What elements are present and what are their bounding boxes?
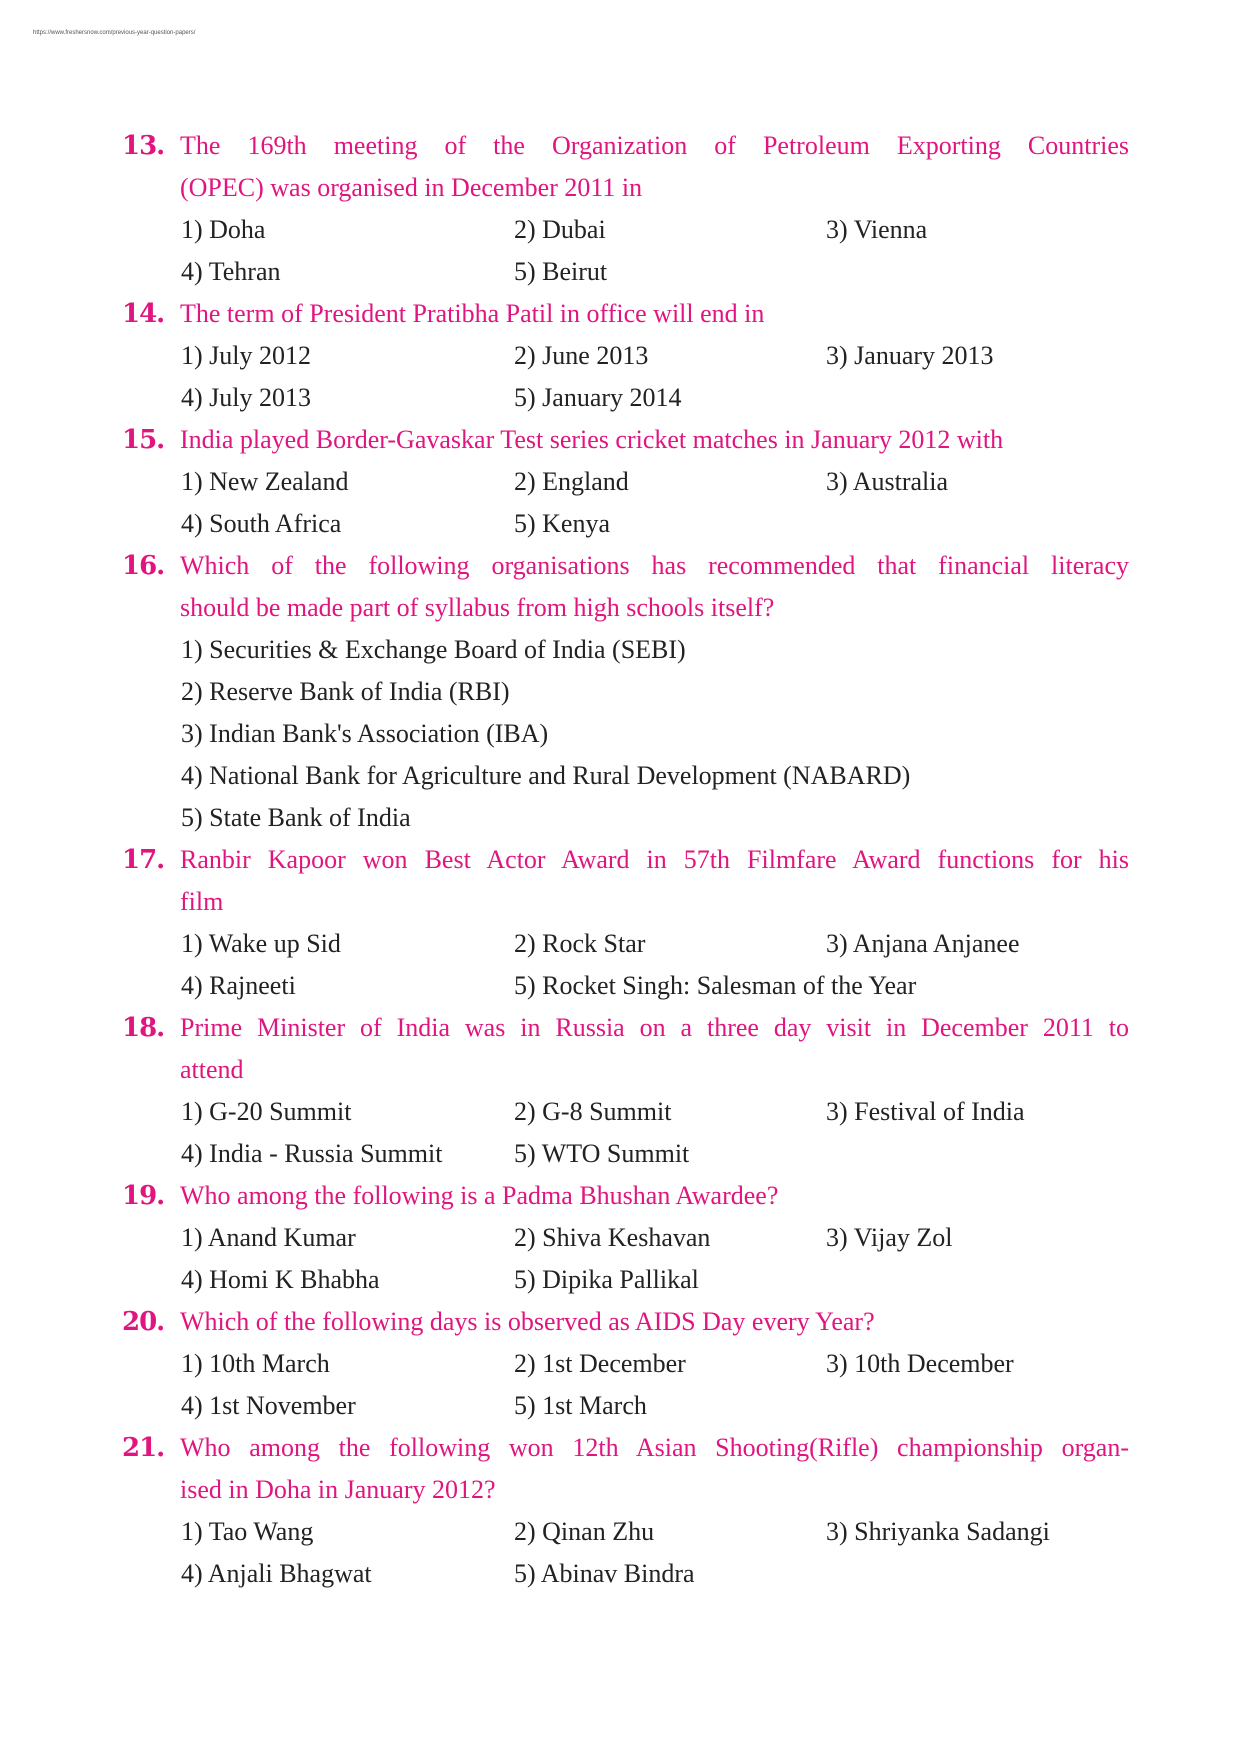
- option: 5) Beirut: [514, 257, 608, 286]
- question-text: attend: [180, 1055, 244, 1084]
- option: 3) Anjana Anjanee: [826, 929, 1020, 958]
- option: 5) January 2014: [514, 383, 682, 412]
- option: 1) Tao Wang: [181, 1517, 314, 1546]
- question-number: 13.: [122, 131, 165, 161]
- option: 4) 1st November: [181, 1391, 356, 1420]
- option: 4) Anjali Bhagwat: [181, 1559, 372, 1588]
- question-18: [0, 1007, 1240, 1175]
- question-number: 19.: [122, 1181, 165, 1211]
- question-number: 15.: [122, 425, 165, 455]
- question-number: 21.: [122, 1433, 165, 1463]
- option: 3) Indian Bank's Association (IBA): [181, 719, 549, 748]
- option: 5) Dipika Pallikal: [514, 1265, 699, 1294]
- option: 4) National Bank for Agriculture and Rural Development (NABARD): [181, 761, 911, 790]
- question-number: 16.: [122, 551, 165, 581]
- option: 4) Tehran: [181, 257, 281, 286]
- option: 2) Shiva Keshavan: [514, 1223, 711, 1252]
- source-url: https://www.freshersnow.com/previous-year-question-papers/: [33, 30, 196, 36]
- option: 2) Rock Star: [514, 929, 646, 958]
- option: 1) G-20 Summit: [181, 1097, 352, 1126]
- question-text: film: [180, 887, 224, 916]
- option: 3) Australia: [826, 467, 949, 496]
- question-text: Which of the following organisations has recommended that financial literacy: [180, 551, 1129, 580]
- option: 5) Kenya: [514, 509, 611, 538]
- option: 4) Homi K Bhabha: [181, 1265, 380, 1294]
- option: 3) Vijay Zol: [826, 1223, 953, 1252]
- question-17: [0, 839, 1240, 1007]
- question-15: [0, 419, 1240, 545]
- option: 4) India - Russia Summit: [181, 1139, 443, 1168]
- question-list: [0, 125, 1240, 1595]
- question-text: Prime Minister of India was in Russia on a three day visit in December 2011 to: [180, 1013, 1129, 1042]
- option: 5) Abinav Bindra: [514, 1559, 695, 1588]
- option: 2) June 2013: [514, 341, 649, 370]
- question-text: ised in Doha in January 2012?: [180, 1475, 496, 1504]
- question-16: [0, 545, 1240, 839]
- option: 2) Qinan Zhu: [514, 1517, 655, 1546]
- question-21: [0, 1427, 1240, 1595]
- option: 3) 10th December: [826, 1349, 1014, 1378]
- option: 3) Festival of India: [826, 1097, 1025, 1126]
- question-19: [0, 1175, 1240, 1301]
- option: 2) Reserve Bank of India (RBI): [181, 677, 510, 706]
- question-text: India played Border-Gavaskar Test series cricket matches in January 2012 with: [180, 425, 1004, 454]
- option: 1) Doha: [181, 215, 266, 244]
- question-text: Which of the following days is observed as AIDS Day every Year?: [180, 1307, 875, 1336]
- option: 1) New Zealand: [181, 467, 349, 496]
- option: 1) Anand Kumar: [181, 1223, 356, 1252]
- question-text: Who among the following is a Padma Bhushan Awardee?: [180, 1181, 779, 1210]
- option: 1) Wake up Sid: [181, 929, 341, 958]
- option: 1) Securities & Exchange Board of India (SEBI): [181, 635, 686, 664]
- option: 5) 1st March: [514, 1391, 647, 1420]
- question-number: 18.: [122, 1013, 165, 1043]
- question-20: [0, 1301, 1240, 1427]
- question-number: 17.: [122, 845, 165, 875]
- option: 1) July 2012: [181, 341, 311, 370]
- question-number: 20.: [122, 1307, 165, 1337]
- question-text: The term of President Pratibha Patil in office will end in: [180, 299, 765, 328]
- question-text: Who among the following won 12th Asian Shooting(Rifle) championship organ-: [180, 1433, 1129, 1462]
- question-text: should be made part of syllabus from high schools itself?: [180, 593, 775, 622]
- option: 1) 10th March: [181, 1349, 330, 1378]
- option: 5) WTO Summit: [514, 1139, 690, 1168]
- question-13: [0, 125, 1240, 293]
- question-14: [0, 293, 1240, 419]
- question-number: 14.: [122, 299, 165, 329]
- option: 3) January 2013: [826, 341, 994, 370]
- option: 2) G-8 Summit: [514, 1097, 672, 1126]
- option: 5) Rocket Singh: Salesman of the Year: [514, 971, 917, 1000]
- option: 4) South Africa: [181, 509, 342, 538]
- option: 4) July 2013: [181, 383, 311, 412]
- option: 5) State Bank of India: [181, 803, 411, 832]
- option: 3) Vienna: [826, 215, 928, 244]
- option: 2) 1st December: [514, 1349, 686, 1378]
- option: 4) Rajneeti: [181, 971, 296, 1000]
- question-text: The 169th meeting of the Organization of Petroleum Exporting Countries: [180, 131, 1129, 160]
- option: 2) Dubai: [514, 215, 606, 244]
- option: 2) England: [514, 467, 629, 496]
- question-text: Ranbir Kapoor won Best Actor Award in 57th Filmfare Award functions for his: [180, 845, 1129, 874]
- question-text: (OPEC) was organised in December 2011 in: [180, 173, 643, 202]
- option: 3) Shriyanka Sadangi: [826, 1517, 1050, 1546]
